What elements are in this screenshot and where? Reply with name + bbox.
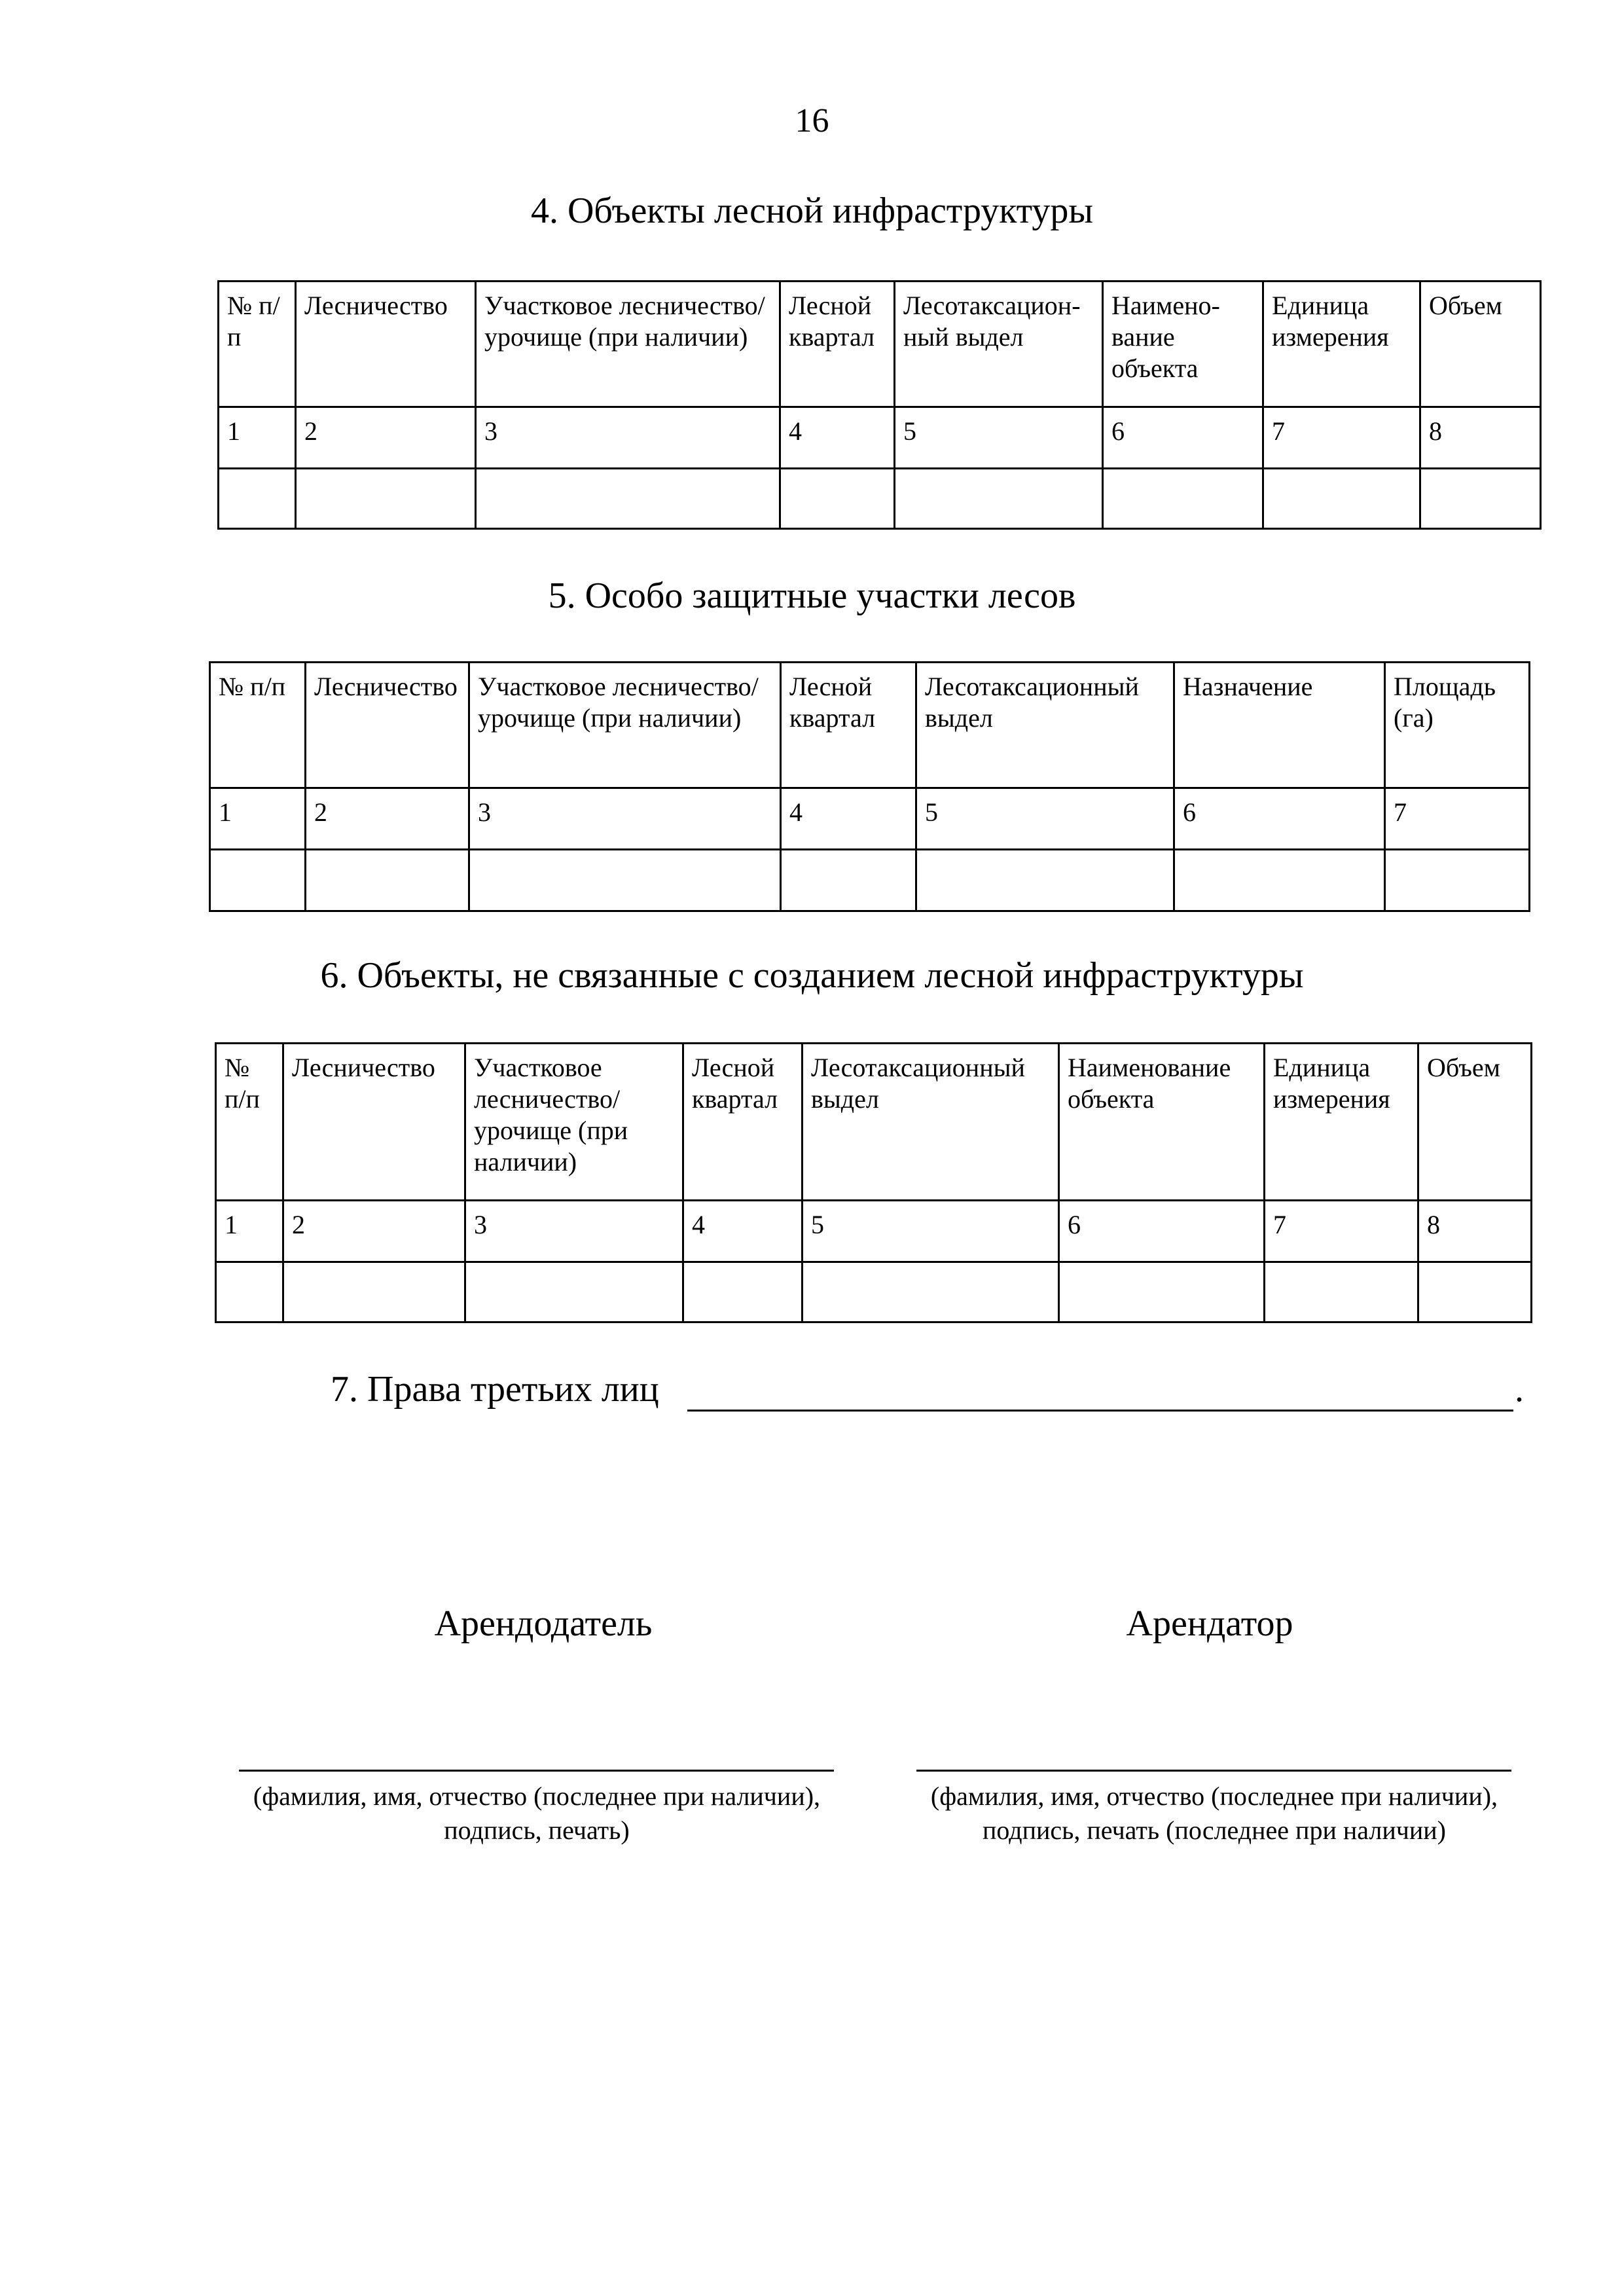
lessor-signature-line[interactable] — [239, 1770, 834, 1772]
empty-cell — [1420, 469, 1541, 529]
empty-cell — [219, 469, 296, 529]
empty-cell — [1174, 850, 1385, 911]
empty-cell — [296, 469, 476, 529]
number-cell: 6 — [1059, 1201, 1265, 1262]
number-cell: 8 — [1418, 1201, 1532, 1262]
empty-cell — [895, 469, 1103, 529]
empty-row — [216, 1262, 1532, 1322]
number-cell: 4 — [683, 1201, 803, 1262]
lessor-caption-line-2: подпись, печать) — [444, 1815, 630, 1845]
header-cell: Единица измерения — [1263, 282, 1420, 407]
header-cell: № п/п — [219, 282, 296, 407]
section-4-title: 4. Объекты лесной инфраструктуры — [530, 191, 1094, 231]
empty-cell — [1265, 1262, 1418, 1322]
section-5-title: 5. Особо защитные участки лесов — [548, 575, 1076, 616]
empty-cell — [803, 1262, 1059, 1322]
empty-cell — [216, 1262, 283, 1322]
number-cell: 6 — [1174, 788, 1385, 850]
section-5-table — [209, 661, 1530, 912]
header-cell: Лесотаксационный выдел — [803, 1044, 1059, 1201]
header-cell: Наимено-вание объекта — [1103, 282, 1263, 407]
number-cell: 5 — [803, 1201, 1059, 1262]
number-cell: 3 — [465, 1201, 683, 1262]
empty-cell — [210, 850, 306, 911]
third-party-rights-label: 7. Права третьих лиц — [331, 1369, 659, 1410]
number-row — [216, 1201, 1532, 1262]
section-6-table — [215, 1042, 1532, 1323]
header-cell: Лесничество — [283, 1044, 465, 1201]
third-party-rights-blank-line[interactable] — [687, 1410, 1513, 1412]
lessor-signature-caption — [209, 1779, 864, 1848]
header-cell: Лесотаксационный выдел — [916, 663, 1174, 788]
empty-cell — [781, 850, 916, 911]
empty-row — [219, 469, 1541, 529]
number-cell: 8 — [1420, 407, 1541, 469]
third-party-rights-end-mark: . — [1515, 1369, 1524, 1410]
empty-cell — [465, 1262, 683, 1322]
empty-cell — [476, 469, 780, 529]
header-row — [219, 282, 1541, 407]
number-cell: 1 — [210, 788, 306, 850]
number-cell: 2 — [306, 788, 469, 850]
number-cell: 7 — [1263, 407, 1420, 469]
header-cell: Объем — [1420, 282, 1541, 407]
page-number: 16 — [795, 102, 829, 139]
header-cell: Площадь (га) — [1385, 663, 1530, 788]
header-row — [216, 1044, 1532, 1201]
number-cell: 3 — [476, 407, 780, 469]
number-cell: 5 — [895, 407, 1103, 469]
header-cell: Лесничество — [296, 282, 476, 407]
lessee-title: Арендатор — [1126, 1603, 1293, 1644]
header-cell: Участковое лесничество/ урочище (при наличии) — [465, 1044, 683, 1201]
lessee-signature-caption — [887, 1779, 1542, 1848]
empty-cell — [1103, 469, 1263, 529]
header-cell: Наименование объекта — [1059, 1044, 1265, 1201]
lessor-title: Арендодатель — [434, 1603, 653, 1644]
header-cell: Участковое лесничество/урочище (при наличии) — [476, 282, 780, 407]
empty-cell — [1385, 850, 1530, 911]
number-row — [210, 788, 1530, 850]
section-6-title: 6. Объекты, не связанные с созданием лесной инфраструктуры — [320, 955, 1304, 996]
header-cell: Лесной квартал — [781, 663, 916, 788]
empty-cell — [469, 850, 781, 911]
number-cell: 4 — [781, 788, 916, 850]
number-cell: 7 — [1385, 788, 1530, 850]
empty-cell — [780, 469, 895, 529]
lessee-caption-line-2: подпись, печать (последнее при наличии) — [982, 1815, 1446, 1845]
number-cell: 6 — [1103, 407, 1263, 469]
number-cell: 3 — [469, 788, 781, 850]
number-cell: 4 — [780, 407, 895, 469]
header-cell: Лесной квартал — [780, 282, 895, 407]
number-cell: 2 — [296, 407, 476, 469]
lessee-caption-line-1: (фамилия, имя, отчество (последнее при наличии), — [930, 1781, 1498, 1811]
lessor-caption-line-1: (фамилия, имя, отчество (последнее при наличии), — [253, 1781, 821, 1811]
header-cell: Объем — [1418, 1044, 1532, 1201]
empty-row — [210, 850, 1530, 911]
number-row — [219, 407, 1541, 469]
empty-cell — [283, 1262, 465, 1322]
number-cell: 7 — [1265, 1201, 1418, 1262]
header-cell: Назначение — [1174, 663, 1385, 788]
header-row — [210, 663, 1530, 788]
empty-cell — [1263, 469, 1420, 529]
lessee-signature-line[interactable] — [916, 1770, 1511, 1772]
section-4-table — [217, 280, 1542, 530]
empty-cell — [916, 850, 1174, 911]
header-cell: Лесничество — [306, 663, 469, 788]
empty-cell — [306, 850, 469, 911]
number-cell: 1 — [216, 1201, 283, 1262]
header-cell: Лесотаксацион-ный выдел — [895, 282, 1103, 407]
number-cell: 1 — [219, 407, 296, 469]
number-cell: 2 — [283, 1201, 465, 1262]
header-cell: Лесной квартал — [683, 1044, 803, 1201]
empty-cell — [1059, 1262, 1265, 1322]
header-cell: Единица измерения — [1265, 1044, 1418, 1201]
number-cell: 5 — [916, 788, 1174, 850]
header-cell: № п/п — [210, 663, 306, 788]
header-cell: № п/п — [216, 1044, 283, 1201]
empty-cell — [1418, 1262, 1532, 1322]
header-cell: Участковое лесничество/урочище (при наличии) — [469, 663, 781, 788]
empty-cell — [683, 1262, 803, 1322]
